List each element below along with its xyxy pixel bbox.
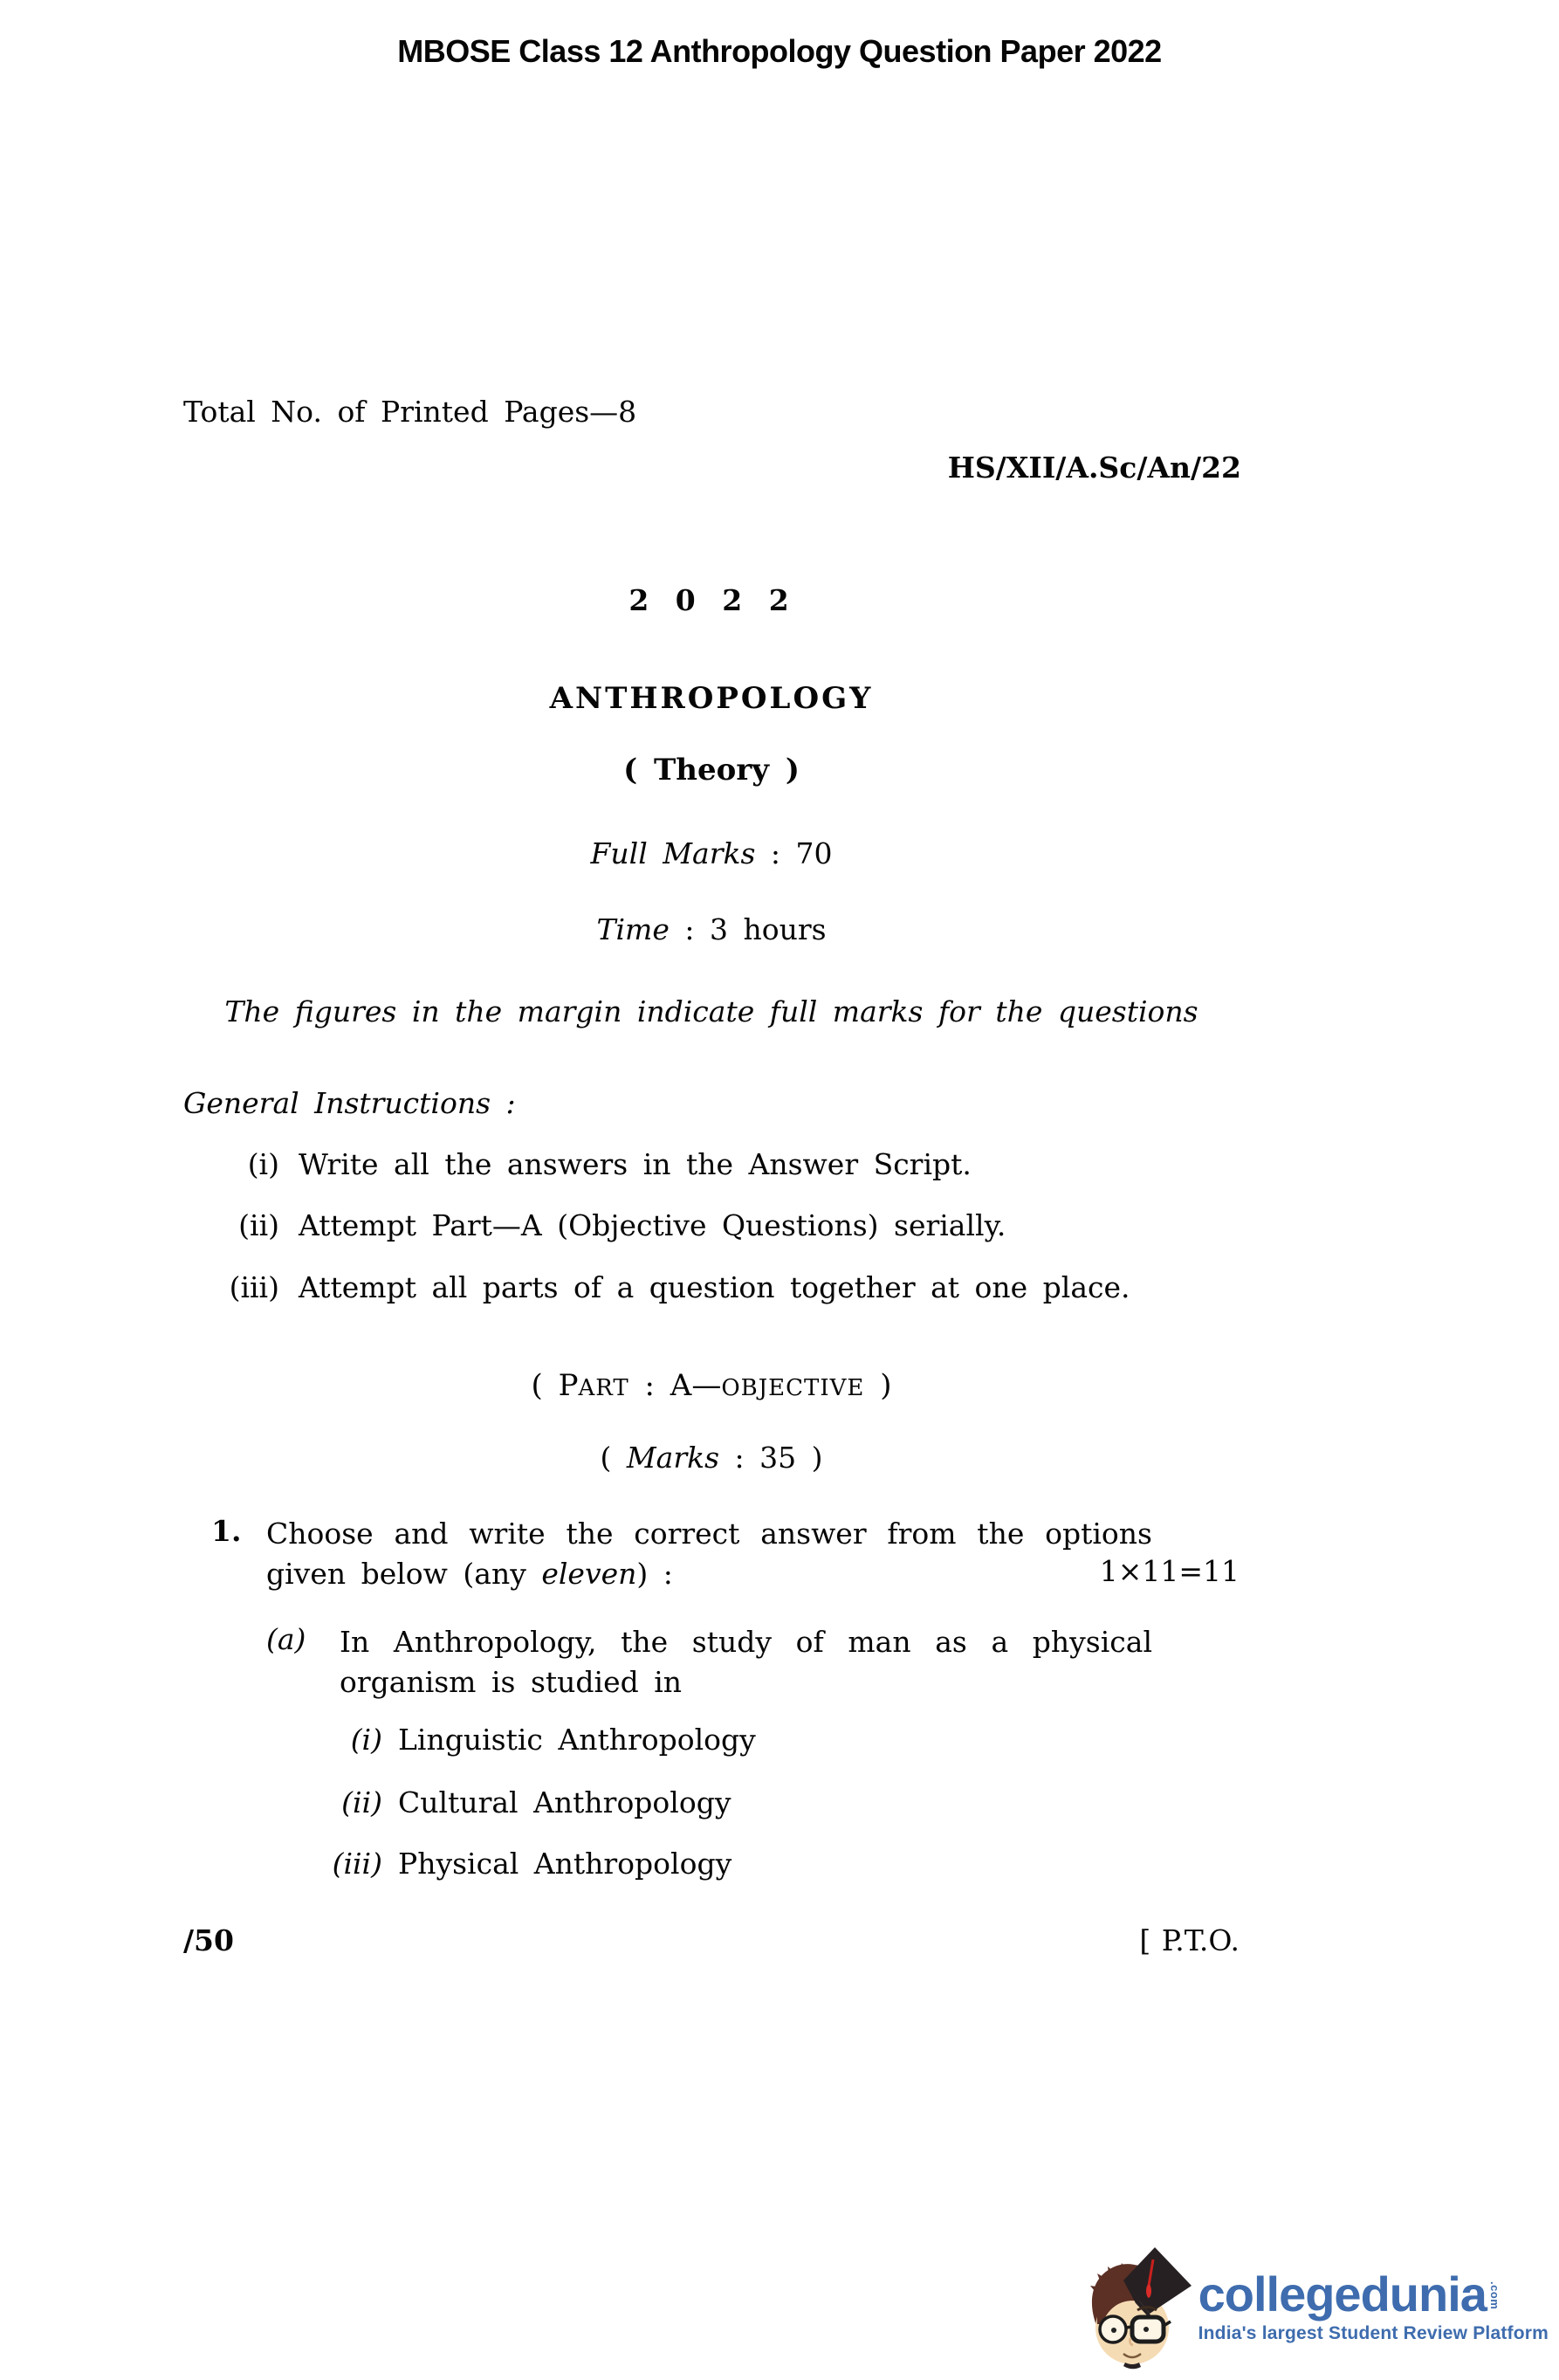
instruction-item: [183, 1147, 1240, 1181]
question-1: [183, 1514, 1240, 1594]
option-number: (iii): [332, 1847, 382, 1881]
full-marks-value: : 70: [755, 836, 833, 870]
printed-pages-note: Total No. of Printed Pages—8: [183, 395, 637, 429]
option-item: [183, 1847, 1240, 1881]
option-item: [183, 1723, 1240, 1757]
margin-note: The figures in the margin indicate full marks for the questions: [224, 994, 1198, 1028]
question-marks: 1×11=11: [1099, 1554, 1240, 1588]
instruction-text: Write all the answers in the Answer Script.: [299, 1147, 972, 1181]
full-marks-line: [183, 836, 1240, 870]
option-text: Cultural Anthropology: [398, 1785, 731, 1819]
collegedunia-logotype: [1198, 2269, 1549, 2344]
sub-question-label: (a): [266, 1622, 306, 1656]
option-number: (ii): [341, 1785, 382, 1819]
sub-question-a: [266, 1622, 1240, 1702]
sub-question-line: organism is studied in: [340, 1665, 683, 1699]
sub-question-line: In Anthropology, the study of man as a physical: [340, 1625, 1152, 1659]
question-line2-pre: given below (any: [266, 1557, 542, 1591]
part-a-marks-label: Marks: [626, 1441, 720, 1475]
instruction-number: (iii): [229, 1270, 279, 1304]
sub-question-text: [340, 1622, 1152, 1702]
option-text: Physical Anthropology: [398, 1847, 732, 1881]
option-item: [183, 1785, 1240, 1819]
page-series-code: /50: [183, 1923, 234, 1957]
time-label: Time: [596, 912, 670, 946]
collegedunia-mascot-icon: [1085, 2240, 1193, 2373]
part-a-marks: [183, 1441, 1240, 1475]
instruction-text: Attempt Part—A (Objective Questions) serially.: [299, 1208, 1006, 1242]
collegedunia-domain: .com: [1487, 2281, 1501, 2310]
time-line: [183, 912, 1240, 946]
part-a-heading: [183, 1368, 1240, 1403]
general-instructions-heading: General Instructions :: [183, 1086, 516, 1120]
question-line: Choose and write the correct answer from the options: [266, 1517, 1152, 1551]
question-number: 1.: [211, 1514, 242, 1548]
collegedunia-logo[interactable]: [1085, 2240, 1549, 2373]
instruction-number: (ii): [238, 1208, 279, 1242]
question-text: [266, 1514, 1152, 1594]
time-value: : 3 hours: [669, 912, 827, 946]
exam-mode: ( Theory ): [623, 753, 800, 788]
question-line: [266, 1554, 1152, 1594]
option-number: (i): [350, 1723, 382, 1757]
instruction-item: [183, 1208, 1240, 1242]
part-a-heading-smallcaps: ART: [578, 1375, 629, 1401]
part-a-heading-open: ( P: [531, 1368, 579, 1403]
option-text: Linguistic Anthropology: [398, 1723, 756, 1757]
exam-year: 2 0 2 2: [628, 583, 794, 617]
question-line2-emphasis: eleven: [541, 1557, 637, 1591]
part-a-heading-smallcaps: OBJECTIVE: [721, 1375, 865, 1401]
instruction-item: [183, 1270, 1240, 1304]
instruction-text: Attempt all parts of a question together at one place.: [299, 1270, 1130, 1304]
collegedunia-tagline: India's largest Student Review Platform: [1198, 2323, 1549, 2343]
full-marks-label: Full Marks: [590, 836, 756, 870]
exam-subject: ANTHROPOLOGY: [549, 681, 874, 716]
page-title: MBOSE Class 12 Anthropology Question Paper 2022: [397, 33, 1162, 69]
question-line2-post: ) :: [636, 1557, 673, 1591]
part-a-marks-close: : 35 ): [719, 1441, 823, 1475]
part-a-heading-close: ): [864, 1368, 892, 1403]
part-a-heading-mid: : A—: [628, 1368, 722, 1403]
collegedunia-wordmark: collegedunia: [1198, 2267, 1487, 2322]
paper-code: HS/XII/A.Sc/An/22: [947, 451, 1241, 485]
pto-note: [ P.T.O.: [1139, 1923, 1240, 1957]
instruction-number: (i): [247, 1147, 279, 1181]
part-a-marks-open: (: [600, 1441, 627, 1475]
